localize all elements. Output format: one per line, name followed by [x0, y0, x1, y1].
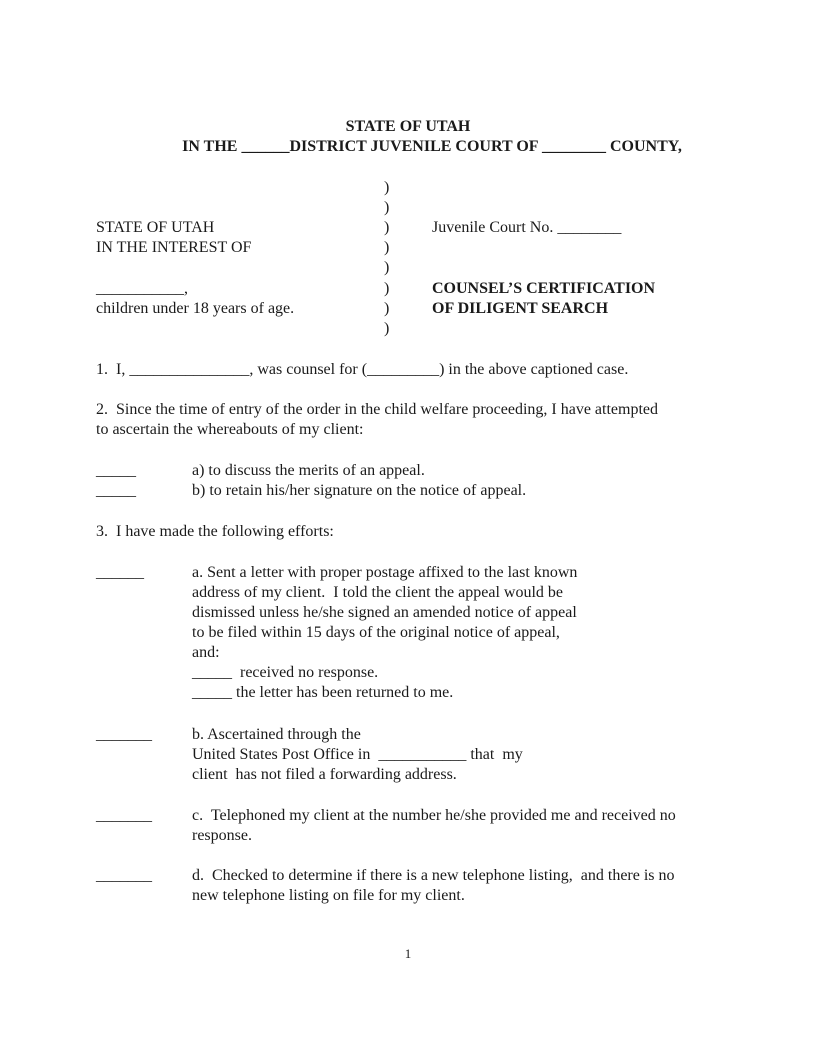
effort-b-line[interactable]: United States Post Office in ___________ that my: [192, 746, 523, 763]
effort-b-blank[interactable]: _______: [96, 726, 152, 743]
effort-a-blank[interactable]: ______: [96, 564, 144, 581]
paragraph-2-line2: to ascertain the whereabouts of my client:: [96, 421, 364, 438]
effort-a-line: address of my client. I told the client the appeal would be: [192, 584, 563, 601]
paragraph-3: 3. I have made the following efforts:: [96, 523, 334, 540]
effort-b-line: b. Ascertained through the: [192, 726, 361, 743]
effort-d-line: d. Checked to determine if there is a new telephone listing, and there is no: [192, 867, 675, 884]
item-b-text: b) to retain his/her signature on the notice of appeal.: [192, 482, 527, 499]
paragraph-1[interactable]: 1. I, _______________, was counsel for (_________) in the above captioned case.: [96, 361, 629, 378]
item-a-text: a) to discuss the merits of an appeal.: [192, 462, 425, 479]
document-title-line1: COUNSEL’S CERTIFICATION: [432, 280, 656, 297]
effort-a-line: and:: [192, 644, 220, 661]
page-number: 1: [404, 946, 412, 961]
caption-paren: ): [384, 280, 390, 297]
effort-a-line: a. Sent a letter with proper postage affixed to the last known: [192, 564, 578, 581]
effort-d-line: new telephone listing on file for my client.: [192, 887, 465, 904]
effort-d-blank[interactable]: _______: [96, 867, 152, 884]
effort-c-blank[interactable]: _______: [96, 807, 152, 824]
caption-interest-of: IN THE INTEREST OF: [96, 239, 252, 256]
effort-a-no-response-option[interactable]: _____ received no response.: [192, 664, 379, 681]
caption-paren: ): [384, 239, 390, 256]
document-title-line2: OF DILIGENT SEARCH: [432, 300, 609, 317]
caption-state: STATE OF UTAH: [96, 219, 215, 236]
caption-children: children under 18 years of age.: [96, 300, 295, 317]
court-header-line1: IN THE ______DISTRICT JUVENILE COURT OF ________ COUNTY,: [182, 138, 682, 155]
caption-paren: ): [384, 320, 390, 337]
effort-a-line: dismissed unless he/she signed an amended notice of appeal: [192, 604, 577, 621]
court-header-line2: STATE OF UTAH: [345, 118, 471, 135]
effort-a-returned-option[interactable]: _____ the letter has been returned to me.: [192, 684, 454, 701]
caption-name-blank[interactable]: ___________,: [96, 280, 188, 297]
effort-a-line: to be filed within 15 days of the original notice of appeal,: [192, 624, 560, 641]
item-b-checkbox-blank[interactable]: _____: [96, 482, 136, 499]
caption-paren: ): [384, 199, 390, 216]
effort-c-line: c. Telephoned my client at the number he/she provided me and received no: [192, 807, 676, 824]
juvenile-court-number[interactable]: Juvenile Court No. ________: [432, 219, 622, 236]
item-a-checkbox-blank[interactable]: _____: [96, 462, 136, 479]
effort-c-line: response.: [192, 827, 252, 844]
effort-b-line: client has not filed a forwarding address.: [192, 766, 457, 783]
caption-paren: ): [384, 219, 390, 236]
paragraph-2-line1: 2. Since the time of entry of the order in the child welfare proceeding, I have attempted: [96, 401, 659, 418]
caption-paren: ): [384, 300, 390, 317]
caption-paren: ): [384, 179, 390, 196]
caption-paren: ): [384, 259, 390, 276]
